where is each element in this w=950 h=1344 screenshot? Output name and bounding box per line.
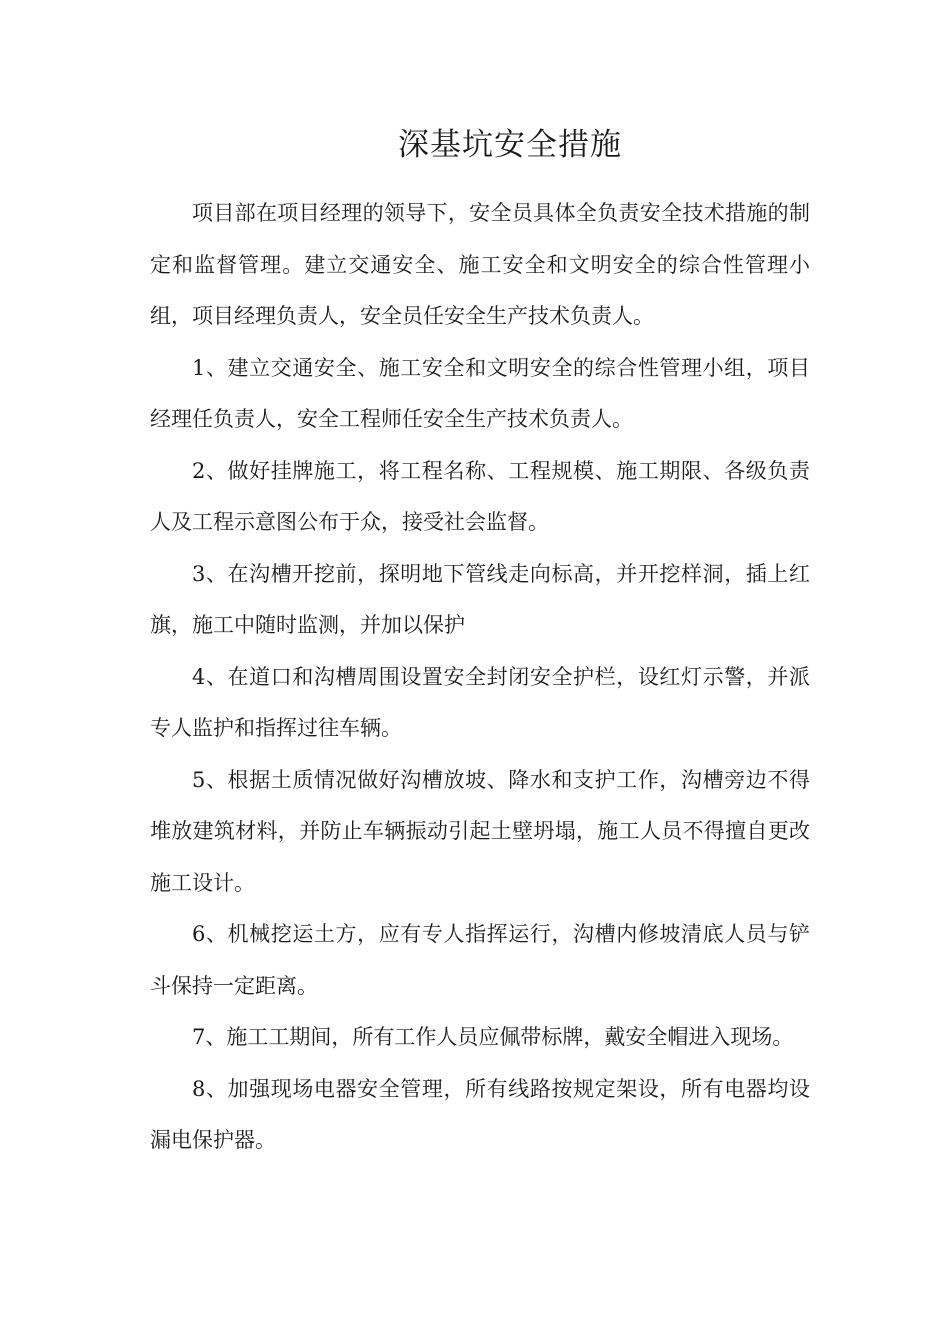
paragraph-item-6: 6、机械挖运土方，应有专人指挥运行，沟槽内修坡清底人员与铲斗保持一定距离。 [150, 922, 810, 998]
paragraph-intro: 项目部在项目经理的领导下，安全员具体全负责安全技术措施的制定和监督管理。建立交通安全、施工安全和文明安全的综合性管理小组，项目经理负责人，安全员任安全生产技术负责人。 [150, 201, 810, 328]
document-body [150, 188, 810, 1167]
paragraph-item-8: 8、加强现场电器安全管理，所有线路按规定架设，所有电器均设漏电保护器。 [150, 1076, 810, 1152]
paragraph-item-3: 3、在沟槽开挖前，探明地下管线走向标高，并开挖样洞，插上红旗，施工中随时监测，并加以保护 [150, 561, 810, 637]
paragraph-item-1: 1、建立交通安全、施工安全和文明安全的综合性管理小组，项目经理任负责人，安全工程师任安全生产技术负责人。 [150, 355, 810, 431]
paragraph-item-4: 4、在道口和沟槽周围设置安全封闭安全护栏，设红灯示警，并派专人监护和指挥过往车辆。 [150, 664, 810, 740]
document-title: 深基坑安全措施 [398, 127, 622, 163]
paragraph-item-7: 7、施工工期间，所有工作人员应佩带标牌，戴安全帽进入现场。 [192, 1025, 794, 1049]
paragraph-item-2: 2、做好挂牌施工，将工程名称、工程规模、施工期限、各级负责人及工程示意图公布于众，接受社会监督。 [150, 458, 810, 534]
paragraph-item-5: 5、根据土质情况做好沟槽放坡、降水和支护工作，沟槽旁边不得堆放建筑材料，并防止车辆振动引起土壁坍塌，施工人员不得擅自更改施工设计。 [150, 767, 810, 895]
